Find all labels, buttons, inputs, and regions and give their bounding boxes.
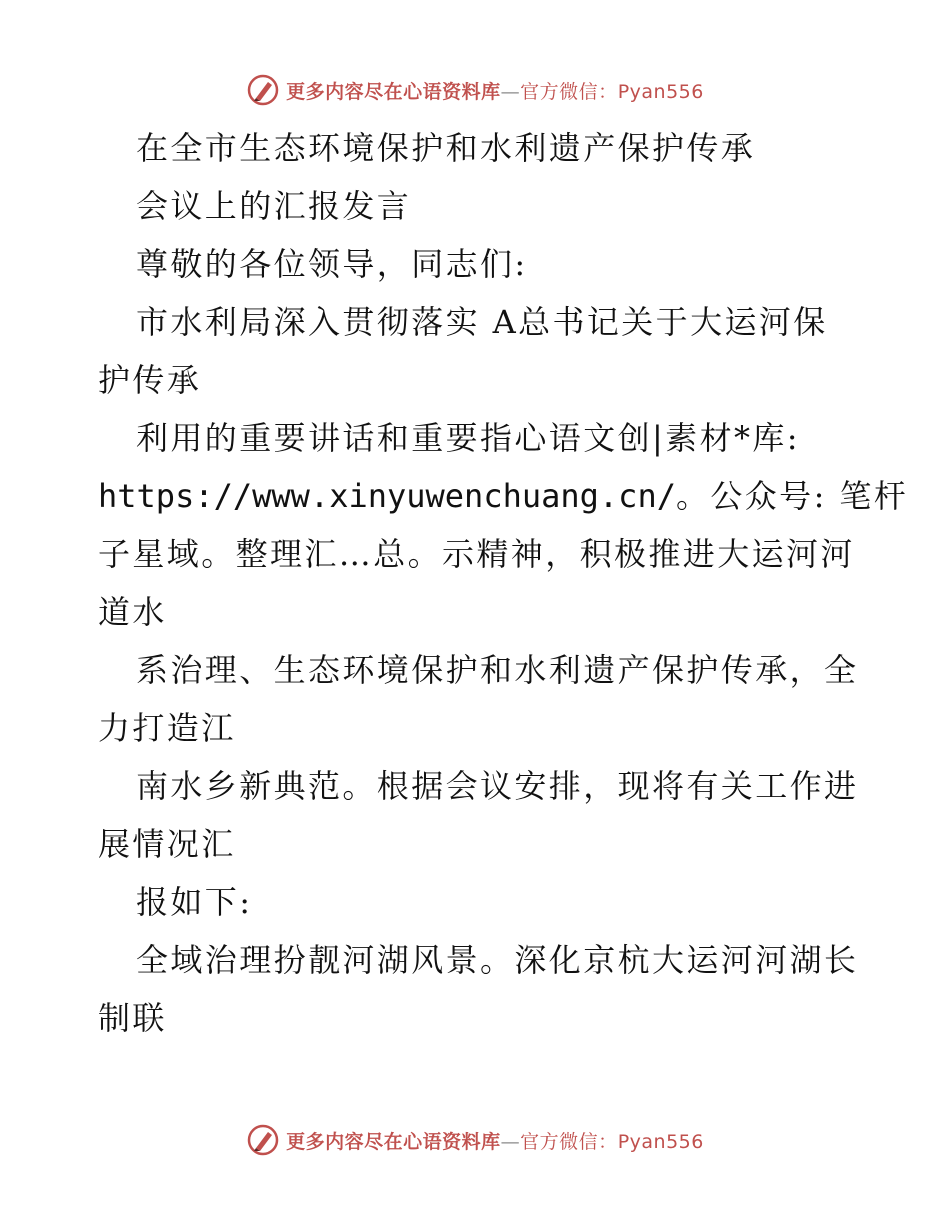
salutation: 尊敬的各位领导，同志们: [136, 245, 528, 283]
website-url: https://www.xinyuwenchuang.cn/ [98, 477, 676, 515]
banner-handle: Pyan556 [617, 1130, 704, 1153]
paragraph-line-tail: 。公众号: 笔杆 [675, 477, 909, 515]
paragraph-line: 利用的重要讲话和重要指心语文创|素材*库: [136, 419, 800, 457]
header-banner [0, 70, 950, 110]
banner-main: 更多内容尽在心语资料库 [286, 1130, 501, 1153]
banner-dash: — [500, 80, 521, 103]
banner-wechat-label: 官方微信： [520, 80, 618, 103]
banner-text [286, 77, 704, 104]
paragraph-line: 展情况汇 [98, 825, 236, 863]
pen-logo-icon [246, 1123, 280, 1157]
paragraph-line: 子星域。整理汇…总。示精神，积极推进大运河河 [98, 535, 855, 573]
banner-text [286, 1127, 704, 1154]
paragraph-line [98, 467, 909, 525]
paragraph-line: 护传承 [98, 361, 202, 399]
paragraph-line: 力打造江 [98, 709, 236, 747]
footer-banner [0, 1120, 950, 1160]
banner-main: 更多内容尽在心语资料库 [286, 80, 501, 103]
paragraph-line: 市水利局深入贯彻落实 A总书记关于大运河保 [136, 303, 828, 341]
banner-wechat-label: 官方微信： [520, 1130, 618, 1153]
paragraph-line: 系治理、生态环境保护和水利遗产保护传承，全 [136, 651, 859, 689]
banner-dash: — [500, 1130, 521, 1153]
pen-logo-icon [246, 73, 280, 107]
paragraph-line: 制联 [98, 999, 167, 1037]
banner-handle: Pyan556 [617, 80, 704, 103]
paragraph-line: 南水乡新典范。根据会议安排，现将有关工作进 [136, 767, 859, 805]
paragraph-line: 报如下: [136, 883, 253, 921]
paragraph-line: 全域治理扮靓河湖风景。深化京杭大运河河湖长 [136, 941, 859, 979]
paragraph-line: 道水 [98, 593, 167, 631]
document-title-line-1: 在全市生态环境保护和水利遗产保护传承 [136, 129, 756, 167]
document-body [98, 119, 909, 1047]
document-title-line-2: 会议上的汇报发言 [136, 187, 412, 225]
